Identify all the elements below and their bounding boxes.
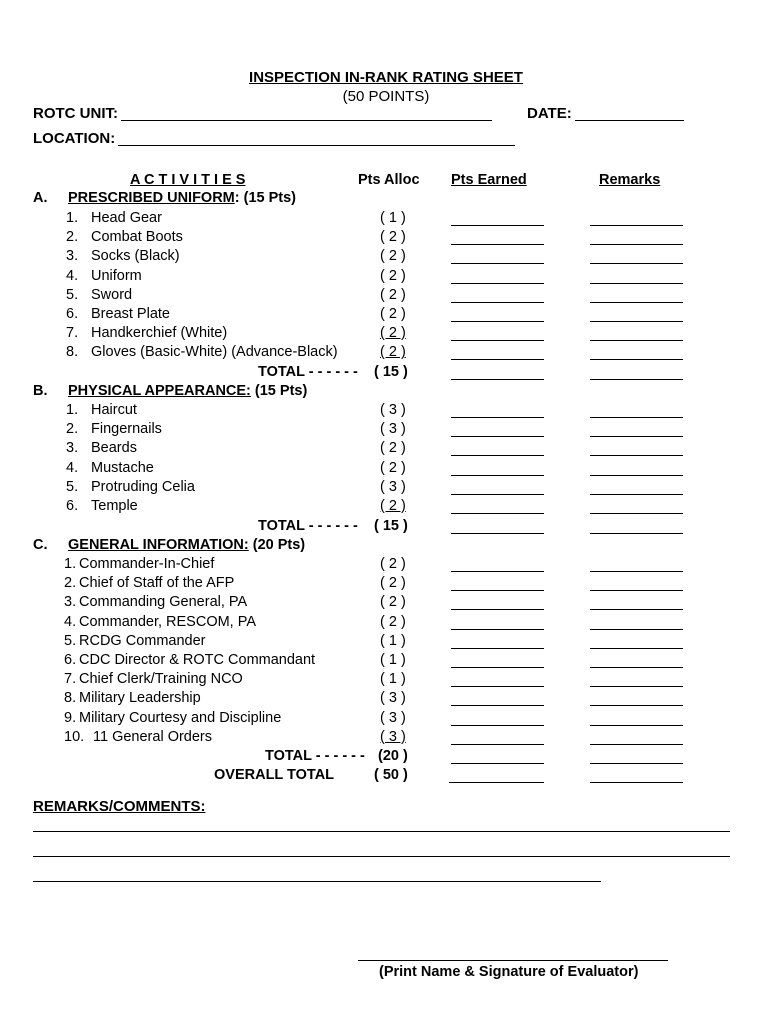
remarks-field[interactable]: [590, 725, 683, 726]
list-item: [0, 729, 768, 748]
pts-earned-field[interactable]: [451, 283, 544, 284]
item-label: Protruding Celia: [91, 478, 195, 495]
date-label: DATE:: [527, 105, 572, 122]
pts-earned-field[interactable]: [451, 340, 544, 341]
pts-earned-field[interactable]: [451, 725, 544, 726]
list-item: [0, 287, 768, 306]
overall-earned-field[interactable]: [449, 782, 544, 783]
points-allocated: ( 2 ): [380, 613, 406, 630]
points-allocated: ( 2 ): [380, 344, 406, 361]
remarks-line-3[interactable]: [33, 881, 601, 882]
pts-earned-field[interactable]: [451, 475, 544, 476]
item-number: 6.: [66, 306, 79, 322]
remarks-field[interactable]: [590, 705, 683, 706]
remarks-field[interactable]: [590, 283, 683, 284]
pts-earned-field[interactable]: [451, 494, 544, 495]
remarks-field[interactable]: [590, 321, 683, 322]
pts-earned-header: Pts Earned: [451, 172, 527, 188]
form-title: INSPECTION IN-RANK RATING SHEET: [249, 69, 523, 86]
list-item: [0, 479, 768, 498]
item-label: Commanding General, PA: [79, 594, 248, 611]
item-number: 9.: [64, 709, 77, 726]
pts-earned-field[interactable]: [451, 686, 544, 687]
item-label: Handkerchief (White): [91, 325, 228, 342]
item-label: Commander-In-Chief: [79, 556, 215, 572]
section-header: [0, 537, 768, 556]
total-earned-field[interactable]: [451, 533, 544, 534]
section-points: : (15 Pts): [234, 190, 297, 206]
item-number: 2.: [64, 575, 77, 592]
item-label: Socks (Black): [91, 248, 180, 265]
points-allocated: ( 2 ): [380, 556, 406, 572]
points-allocated: ( 1 ): [380, 671, 406, 688]
location-label: LOCATION:: [33, 130, 116, 147]
list-item: [0, 460, 768, 479]
total-earned-field[interactable]: [451, 379, 544, 380]
remarks-field[interactable]: [590, 609, 683, 610]
remarks-field[interactable]: [590, 225, 683, 226]
points-allocated: ( 2 ): [380, 267, 406, 284]
total-remarks-field[interactable]: [590, 379, 683, 380]
points-allocated: ( 3 ): [380, 709, 406, 726]
item-number: 4.: [66, 459, 79, 476]
item-number: 2.: [66, 229, 79, 246]
overall-total-label: OVERALL TOTAL: [214, 767, 335, 783]
list-item: [0, 248, 768, 267]
section-title: [68, 537, 305, 553]
pts-earned-field[interactable]: [451, 455, 544, 456]
points-allocated: ( 1 ): [380, 652, 406, 668]
remarks-header: Remarks: [599, 172, 661, 188]
pts-earned-field[interactable]: [451, 590, 544, 591]
item-number: 10.: [64, 728, 85, 745]
points-allocated: ( 2 ): [380, 248, 406, 265]
section-points: (15 Pts): [250, 383, 308, 399]
signature-label: (Print Name & Signature of Evaluator): [379, 964, 639, 980]
section-total-label: TOTAL - - - - - -: [258, 364, 358, 380]
remarks-field[interactable]: [590, 417, 683, 418]
remarks-field[interactable]: [590, 359, 683, 360]
pts-earned-field[interactable]: [451, 648, 544, 649]
points-allocated: ( 2 ): [380, 459, 406, 476]
list-item: [0, 268, 768, 287]
item-label: Commander, RESCOM, PA: [79, 613, 257, 630]
pts-earned-field[interactable]: [451, 244, 544, 245]
pts-earned-field[interactable]: [451, 417, 544, 418]
remarks-line-2[interactable]: [33, 856, 730, 857]
list-item: [0, 402, 768, 421]
list-item: [0, 325, 768, 344]
remarks-field[interactable]: [590, 667, 683, 668]
item-label: Combat Boots: [91, 229, 183, 246]
points-allocated: ( 2 ): [380, 306, 406, 322]
remarks-line-1[interactable]: [33, 831, 730, 832]
remarks-field[interactable]: [590, 263, 683, 264]
item-label: Military Leadership: [79, 690, 201, 707]
list-item: [0, 633, 768, 652]
pts-earned-field[interactable]: [451, 436, 544, 437]
section-name: PHYSICAL APPEARANCE:: [68, 383, 251, 399]
item-number: 3.: [66, 248, 79, 265]
list-item: [0, 421, 768, 440]
rotc-unit-label: ROTC UNIT:: [33, 105, 118, 122]
item-number: 8.: [66, 344, 79, 361]
points-allocated: ( 3 ): [380, 478, 406, 495]
section-name: PRESCRIBED UNIFORM: [68, 190, 235, 206]
list-item: [0, 306, 768, 325]
list-item: [0, 498, 768, 517]
section-header: [0, 383, 768, 402]
list-item: [0, 652, 768, 671]
overall-remarks-field[interactable]: [590, 782, 683, 783]
list-item: [0, 344, 768, 363]
pts-earned-field[interactable]: [451, 667, 544, 668]
item-number: 2.: [66, 421, 79, 438]
item-label: Mustache: [91, 459, 154, 476]
list-item: [0, 556, 768, 575]
section-letter: C.: [33, 537, 48, 553]
pts-earned-field[interactable]: [451, 705, 544, 706]
remarks-field[interactable]: [590, 436, 683, 437]
item-number: 5.: [66, 478, 79, 495]
remarks-field[interactable]: [590, 513, 683, 514]
item-number: 1.: [66, 402, 79, 418]
section-letter: B.: [33, 383, 48, 399]
pts-earned-field[interactable]: [451, 609, 544, 610]
points-allocated: ( 1 ): [380, 632, 406, 649]
list-item: [0, 575, 768, 594]
points-allocated: ( 2 ): [380, 440, 406, 457]
signature-line[interactable]: [358, 960, 668, 961]
item-label: Uniform: [91, 267, 142, 284]
total-row: [0, 748, 768, 767]
remarks-field[interactable]: [590, 244, 683, 245]
pts-earned-field[interactable]: [451, 302, 544, 303]
points-allocated: ( 1 ): [380, 210, 406, 226]
section-total-value: ( 15 ): [374, 364, 408, 380]
remarks-comments-label: REMARKS/COMMENTS:: [33, 798, 206, 815]
points-allocated: ( 2 ): [380, 325, 406, 342]
points-allocated: ( 2 ): [380, 594, 406, 611]
total-remarks-field[interactable]: [590, 533, 683, 534]
item-number: 6.: [64, 652, 77, 668]
list-item: [0, 690, 768, 709]
total-row: [0, 364, 768, 383]
activities-header: A C T I V I T I E S: [130, 172, 246, 188]
points-allocated: ( 3 ): [380, 690, 406, 707]
pts-earned-field[interactable]: [451, 225, 544, 226]
remarks-field[interactable]: [590, 494, 683, 495]
item-label: Chief Clerk/Training NCO: [79, 671, 243, 688]
item-label: Beards: [91, 440, 137, 457]
pts-earned-field[interactable]: [451, 744, 544, 745]
list-item: [0, 710, 768, 729]
section-total-label: TOTAL - - - - - -: [258, 518, 358, 534]
date-field[interactable]: [575, 120, 684, 121]
pts-earned-field[interactable]: [451, 629, 544, 630]
points-allocated: ( 2 ): [380, 286, 406, 303]
section-total-label: TOTAL - - - - - -: [265, 748, 365, 764]
section-name: GENERAL INFORMATION:: [68, 537, 249, 553]
remarks-field[interactable]: [590, 340, 683, 341]
item-label: Sword: [91, 286, 133, 303]
section-title: [68, 190, 296, 206]
pts-earned-field[interactable]: [451, 359, 544, 360]
list-item: [0, 594, 768, 613]
item-number: 5.: [66, 286, 79, 303]
item-label: RCDG Commander: [79, 632, 206, 649]
points-allocated: ( 2 ): [380, 498, 406, 514]
section-points: (20 Pts): [248, 537, 306, 553]
item-number: 1.: [66, 210, 79, 226]
item-label: CDC Director & ROTC Commandant: [79, 652, 316, 668]
list-item: [0, 614, 768, 633]
pts-alloc-header: Pts Alloc: [358, 172, 420, 188]
list-item: [0, 210, 768, 229]
pts-earned-field[interactable]: [451, 513, 544, 514]
item-label: Head Gear: [91, 210, 162, 226]
remarks-field[interactable]: [590, 590, 683, 591]
pts-earned-field[interactable]: [451, 263, 544, 264]
remarks-field[interactable]: [590, 475, 683, 476]
item-label: Fingernails: [91, 421, 162, 438]
remarks-field[interactable]: [590, 302, 683, 303]
item-number: 3.: [66, 440, 79, 457]
points-allocated: ( 2 ): [380, 575, 406, 592]
overall-total-value: ( 50 ): [374, 767, 408, 783]
total-earned-field[interactable]: [451, 763, 544, 764]
item-number: 4.: [66, 267, 79, 284]
section-total-value: ( 15 ): [374, 518, 408, 534]
section-header: [0, 190, 768, 209]
points-allocated: ( 3 ): [380, 402, 406, 418]
item-number: 7.: [64, 671, 77, 688]
points-allocated: ( 3 ): [380, 728, 406, 745]
remarks-field[interactable]: [590, 744, 683, 745]
item-label: 11 General Orders: [93, 728, 213, 745]
list-item: [0, 440, 768, 459]
location-field[interactable]: [118, 145, 515, 146]
remarks-field[interactable]: [590, 648, 683, 649]
item-label: Breast Plate: [91, 306, 170, 322]
item-label: Temple: [91, 498, 138, 514]
item-number: 5.: [64, 632, 77, 649]
remarks-field[interactable]: [590, 686, 683, 687]
list-item: [0, 671, 768, 690]
section-letter: A.: [33, 190, 48, 206]
item-label: Military Courtesy and Discipline: [79, 709, 282, 726]
item-number: 8.: [64, 690, 77, 707]
form-subtitle: (50 POINTS): [342, 88, 430, 105]
points-allocated: ( 3 ): [380, 421, 406, 438]
item-number: 4.: [64, 613, 77, 630]
list-item: [0, 229, 768, 248]
section-total-value: (20 ): [378, 748, 408, 764]
remarks-field[interactable]: [590, 571, 683, 572]
total-remarks-field[interactable]: [590, 763, 683, 764]
remarks-field[interactable]: [590, 629, 683, 630]
total-row: [0, 518, 768, 537]
item-label: Gloves (Basic-White) (Advance-Black): [91, 344, 338, 361]
item-number: 1.: [64, 556, 77, 572]
item-label: Chief of Staff of the AFP: [79, 575, 235, 592]
item-number: 6.: [66, 498, 79, 514]
item-label: Haircut: [91, 402, 137, 418]
pts-earned-field[interactable]: [451, 321, 544, 322]
section-title: [68, 383, 307, 399]
item-number: 3.: [64, 594, 77, 611]
rotc-unit-field[interactable]: [121, 120, 492, 121]
pts-earned-field[interactable]: [451, 571, 544, 572]
remarks-field[interactable]: [590, 455, 683, 456]
points-allocated: ( 2 ): [380, 229, 406, 246]
item-number: 7.: [66, 325, 79, 342]
